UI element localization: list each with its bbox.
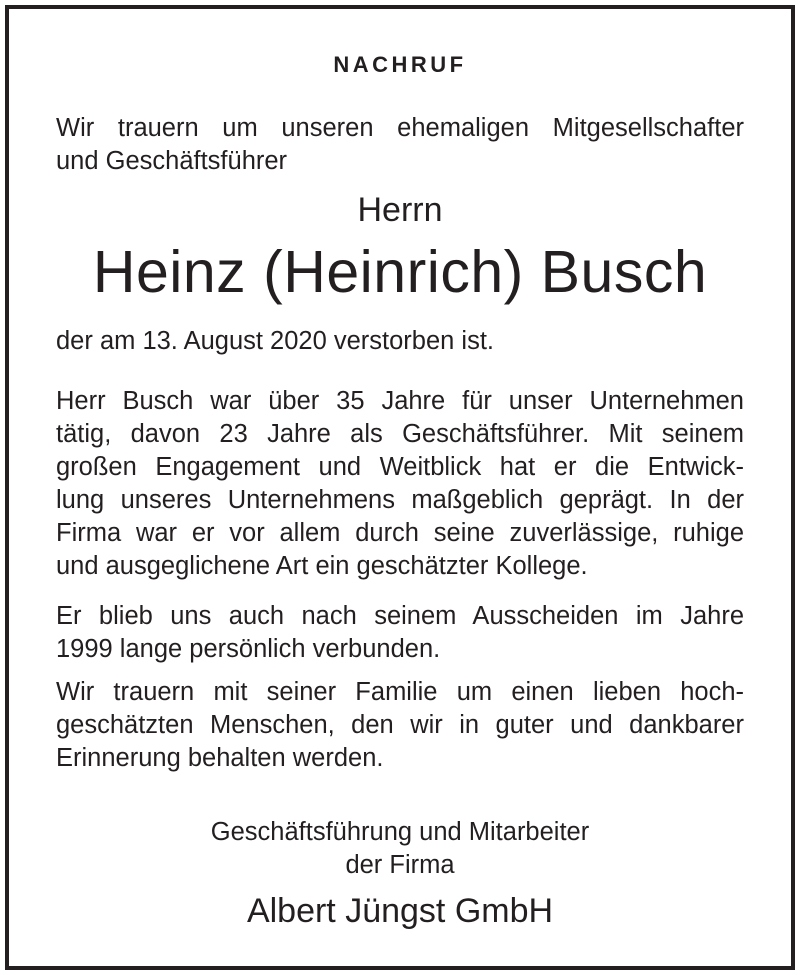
notice-heading: NACHRUF [333, 52, 467, 77]
deceased-name: Heinz (Heinrich) Busch [92, 239, 708, 305]
intro-line: Wir trauern um unseren ehemaligen Mitgesellschafter [56, 114, 744, 142]
paragraph-line: Erinnerung behalten werden. [56, 744, 384, 772]
intro-paragraph [56, 112, 744, 178]
paragraph-line: 1999 lange persönlich verbunden. [56, 635, 441, 663]
salutation: Herrn [357, 191, 443, 229]
paragraph-line: Firma war er vor allem durch seine zuverlässige, ruhige [56, 519, 744, 547]
death-line-text: der am 13. August 2020 verstorben ist. [56, 327, 495, 355]
signature-line: Geschäftsführung und Mitarbeiter [210, 818, 590, 846]
paragraph-line: lung unseres Unternehmens maßgeblich geprägt. In der [56, 486, 744, 514]
paragraph-line: Er blieb uns auch nach seinem Ausscheiden im Jahre [56, 602, 744, 630]
paragraph-line: Wir trauern mit seiner Familie um einen lieben hoch- [56, 678, 744, 706]
paragraph-line: und ausgeglichene Art ein geschätzter Kollege. [56, 552, 588, 580]
paragraph-line: Herr Busch war über 35 Jahre für unser Unternehmen [56, 387, 744, 415]
paragraph-line: großen Engagement und Weitblick hat er die Entwick- [56, 453, 744, 481]
tribute-paragraph-3 [56, 676, 744, 775]
signature-line: der Firma [345, 851, 455, 879]
paragraph-line: tätig, davon 23 Jahre als Geschäftsführer. Mit seinem [56, 420, 744, 448]
death-date-line [56, 325, 744, 358]
tribute-paragraph-2 [56, 600, 744, 666]
tribute-paragraph-1 [56, 385, 744, 583]
company-name: Albert Jüngst GmbH [246, 892, 554, 930]
paragraph-line: geschätzten Menschen, den wir in guter und dankbarer [56, 711, 744, 739]
intro-line: und Geschäftsführer [56, 147, 288, 175]
